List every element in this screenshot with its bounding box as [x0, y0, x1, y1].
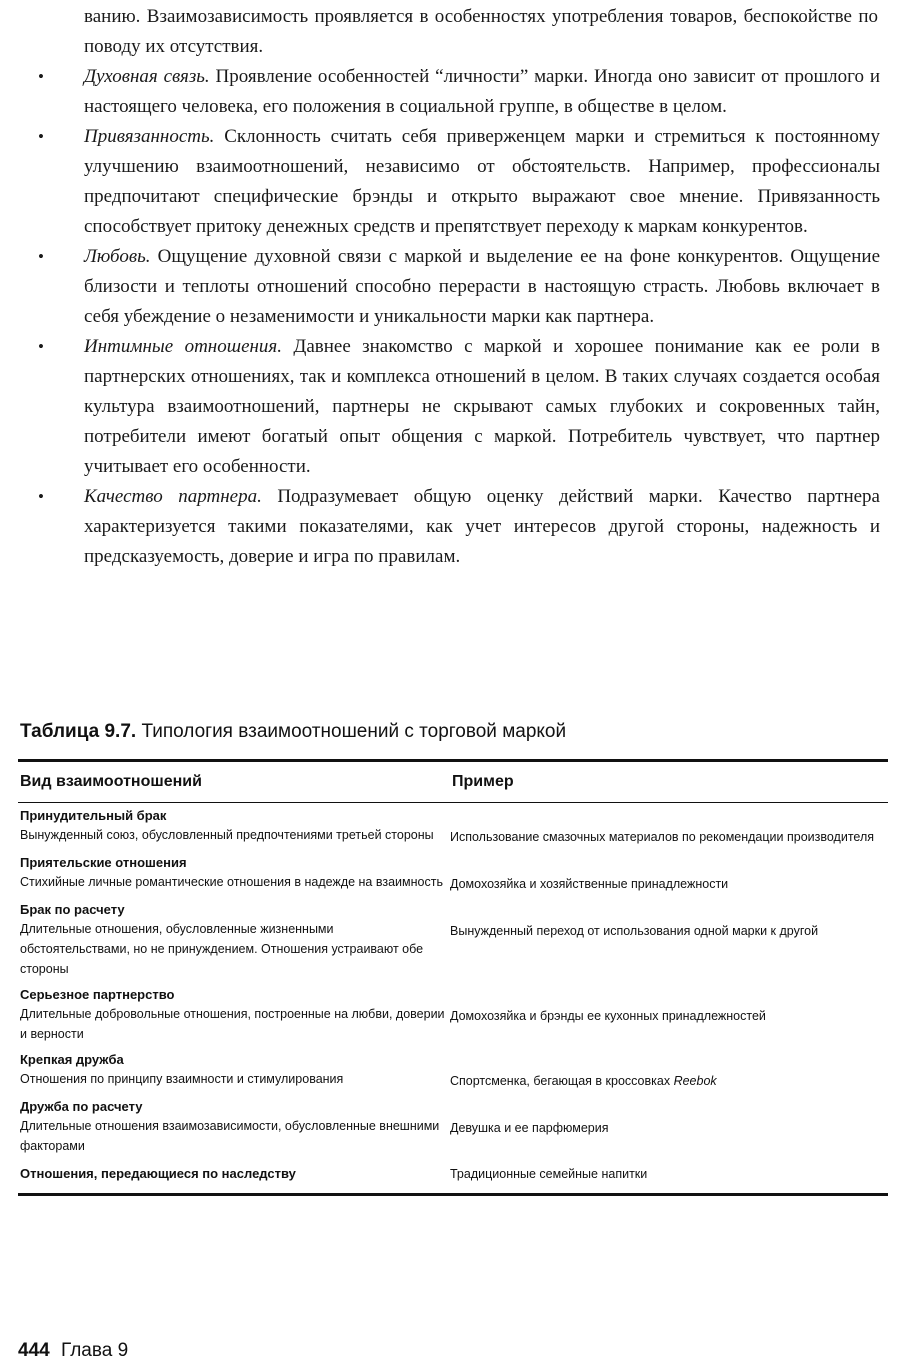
table-group: [18, 1094, 888, 1159]
bullet-text: Давнее знакомство с маркой и хорошее понимание как ее роли в партнерских отношениях, так и комплекса отношений в целом. В таких случаях создается особая культура взаимоотношений, партнеры не скрывают самых глубоких и сокровенных тайн, потребители имеют богатый опыт общения с маркой. Потребитель чувствует, что партнер учитывает его особенности.: [84, 336, 881, 477]
bullet-text: Склонность считать себя приверженцем марки и стремиться к постоянному улучшению взаимоотношений, независимо от обстоятельств. Например, профессионалы предпочитают специфические брэнды и открыто выражают свое мнение. Привязанность способствует притоку денежных средств и препятствует переходу к маркам конкурентов.: [84, 126, 880, 237]
bullet-icon: •: [38, 67, 44, 86]
group-title: Серьезное партнерство: [20, 987, 175, 1002]
bullet-text: Подразумевает общую оценку действий марки. Качество партнера характеризуется такими показателями, как учет интересов другой стороны, надежность и предсказуемость, доверие и игра по правилам.: [84, 486, 880, 567]
row-example-brand: Reebok: [673, 1074, 717, 1088]
bullet-term: Интимные отношения.: [84, 336, 283, 357]
table-header: [18, 762, 888, 803]
table-row: [18, 1004, 888, 1047]
bullet-icon: •: [38, 487, 44, 506]
lead-paragraph: ванию. Взаимозависимость проявляется в особенностях употребления товаров, беспокойстве по поводу их отсутствия.: [84, 6, 878, 57]
row-description: Длительные отношения, обусловленные жизненными обстоятельствами, но не принуждением. Отношения устраивают обе стороны: [20, 922, 424, 976]
bullet-item: [0, 242, 902, 332]
header-example: Пример: [452, 773, 514, 790]
bullet-icon: •: [38, 337, 44, 356]
bullet-term: Привязанность.: [84, 126, 215, 147]
row-example: Девушка и ее парфюмерия: [450, 1121, 609, 1135]
row-description: Отношения по принципу взаимности и стимулирования: [20, 1072, 344, 1086]
table-row: [18, 872, 888, 897]
row-description: Вынужденный союз, обусловленный предпочтениями третьей стороны: [20, 828, 434, 842]
row-example: Домохозяйка и брэнды ее кухонных принадлежностей: [450, 1009, 766, 1023]
bullet-term: Любовь.: [84, 246, 151, 267]
group-title: Крепкая дружба: [20, 1052, 124, 1067]
page-footer: [18, 1340, 128, 1362]
table-row: [18, 825, 888, 850]
table-group: [18, 803, 888, 850]
row-example: Использование смазочных материалов по рекомендации производителя: [450, 830, 875, 844]
bullet-icon: •: [38, 247, 44, 266]
bullet-item: [0, 62, 902, 122]
bullet-icon: •: [38, 127, 44, 146]
row-description: Длительные отношения взаимозависимости, обусловленные внешними факторами: [20, 1119, 440, 1153]
bullet-text: Проявление особенностей “личности” марки. Иногда оно зависит от прошлого и настоящего человека, его положения в социальной группе, в обществе в целом.: [84, 66, 881, 117]
group-title: Брак по расчету: [20, 902, 125, 917]
table-group: [18, 897, 888, 982]
bullet-term: Качество партнера.: [84, 486, 262, 507]
group-title: Принудительный брак: [20, 808, 167, 823]
chapter-label: Глава 9: [60, 1340, 129, 1361]
typology-table: [18, 759, 888, 1196]
main-text: [0, 0, 902, 572]
group-title: Приятельские отношения: [20, 855, 187, 870]
group-title: Дружба по расчету: [20, 1099, 143, 1114]
table-row: [18, 1069, 888, 1094]
bullet-item: [0, 482, 902, 572]
bullet-list: [0, 62, 902, 572]
row-example: Вынужденный переход от использования одной марки к другой: [450, 924, 819, 938]
bullet-text: Ощущение духовной связи с маркой и выделение ее на фоне конкурентов. Ощущение близости и теплоты отношений способно перерасти в настоящую страсть. Любовь включает в себя убеждение о незаменимости и уникальности марки как партнера.: [84, 246, 881, 327]
bullet-term: Духовная связь.: [84, 66, 210, 87]
table-group: [18, 1047, 888, 1094]
group-title: Отношения, передающиеся по наследству: [20, 1166, 296, 1181]
table-caption-number: Таблица 9.7.: [20, 721, 137, 742]
table-group: [18, 850, 888, 897]
row-example: Домохозяйка и хозяйственные принадлежности: [450, 877, 729, 891]
table-row: [18, 919, 888, 982]
table-caption-title: Типология взаимоотношений с торговой маркой: [141, 721, 567, 742]
row-example: [450, 1069, 888, 1091]
bullet-item: [0, 332, 902, 482]
row-description: Длительные добровольные отношения, построенные на любви, доверии и верности: [20, 1007, 445, 1041]
row-example: Традиционные семейные напитки: [450, 1167, 648, 1181]
table-group: [18, 982, 888, 1047]
bullet-item: [0, 122, 902, 242]
table-row: [18, 1116, 888, 1159]
row-description: Стихийные личные романтические отношения в надежде на взаимность: [20, 875, 443, 889]
table-row: [18, 1159, 888, 1193]
page-number: 444: [18, 1340, 50, 1361]
table-caption: [20, 721, 890, 743]
row-example-text: Спортсменка, бегающая в кроссовках: [450, 1074, 671, 1088]
header-relationship-type: Вид взаимоотношений: [20, 773, 202, 790]
